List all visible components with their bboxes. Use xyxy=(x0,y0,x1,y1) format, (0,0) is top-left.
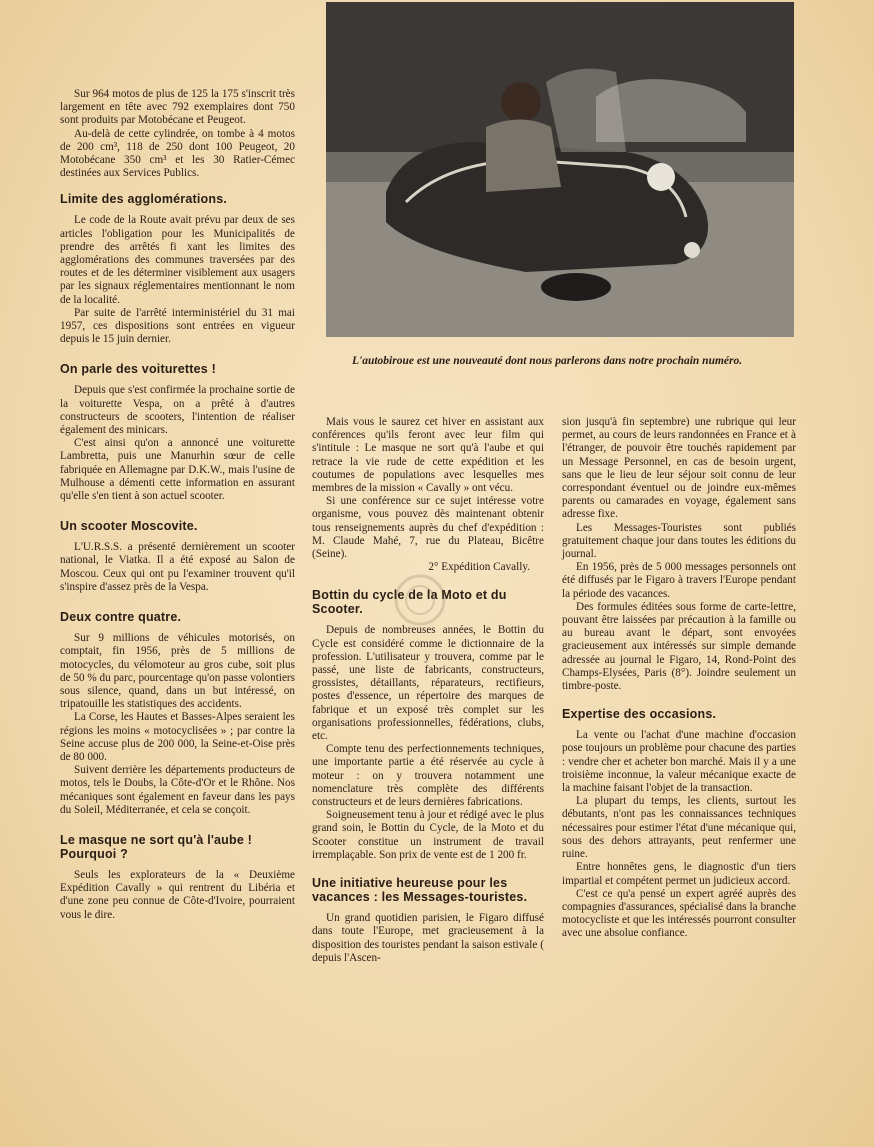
paragraph: Mais vous le saurez cet hiver en assistant aux conférences qu'ils feront avec leur film qui s'intitule : Le masque ne sort qu'à l'aube et qui retrace la vie rude de cette expédition et les coutumes de populations avec lesquelles mes membres de la mission « Cavally » ont vécu. xyxy=(312,416,544,495)
paragraph: Soigneusement tenu à jour et rédigé avec le plus grand soin, le Bottin du Cycle, de la Moto et du Scooter constitue un instrument de travail irremplaçable. Son prix de vente est de 1 200 fr. xyxy=(312,809,544,861)
paragraph: Des formules éditées sous forme de carte-lettre, pouvant être laissées par précaution à la famille ou au bureau avant le départ, sont envoyées gracieusement aux intéressés sur simple demande adressée au journal le Figaro, 14, Rond-Point des Champs-Elysées, Paris (8°). Joindre seulement un timbre-poste. xyxy=(562,600,796,693)
heading-expertise: Expertise des occasions. xyxy=(562,707,717,722)
paragraph: Un grand quotidien parisien, le Figaro diffusé dans toute l'Europe, met gracieusement à la disposition des touristes pendant la saison estivale ( depuis l'Ascen- xyxy=(312,912,544,964)
paragraph: La plupart du temps, les clients, surtout les débutants, n'ont pas les connaissances techniques nécessaires pour estimer l'état d'une mécanique qui, sous des dehors attrayants, peut renfermer une ruine. xyxy=(562,795,796,861)
paragraph: L'U.R.S.S. a présenté dernièrement un scooter national, le Viatka. Il a été exposé au Salon de Moscou. Ceux qui ont pu l'examiner trouvent qu'il s'inspire d'assez près de la Vespa. xyxy=(60,541,295,593)
paragraph: Compte tenu des perfectionnements techniques, une importante partie a été réservée au cycle à moteur : on y trouvera notamment une nomenclature très complète des différents constructeurs et de leurs dernières fabrications. xyxy=(312,743,544,809)
photo-caption: L'autobiroue est une nouveauté dont nous parlerons dans notre prochain numéro. xyxy=(352,355,743,367)
column-1 xyxy=(60,88,295,922)
column-3 xyxy=(562,416,796,941)
heading-initiative: Une initiative heureuse pour les vacances : les Messages-touristes. xyxy=(312,876,528,905)
paragraph: La Corse, les Hautes et Basses-Alpes seraient les régions les moins « motocyclisées » ; par contre la Seine accuse plus de 200 000, la Seine-et-Oise près de 80 000. xyxy=(60,711,295,763)
paragraph: C'est ainsi qu'on a annoncé une voiturette Lambretta, puis une Manurhin sœur de celle fabriquée en Allemagne par D.K.W., mais l'usine de Mulhouse a démenti cette information en assurant qu'elle s'en tient à son actuel scooter. xyxy=(60,437,295,503)
heading-voiturettes: On parle des voiturettes ! xyxy=(60,362,216,377)
signature: 2° Expédition Cavally. xyxy=(428,561,530,574)
heading-limite: Limite des agglomérations. xyxy=(60,192,228,207)
scooter-photo xyxy=(326,2,794,337)
paragraph: Depuis de nombreuses années, le Bottin du Cycle est considéré comme le dictionnaire de la profession. L'utilisateur y trouvera, comme par le passé, une liste de fabricants, constructeurs, grossistes, détaillants, réparateurs, rectifieurs, postes d'essence, un répertoire des marques de fabrique et un exposé très complet sur les organisations professionnelles, fédérations, clubs, etc. xyxy=(312,624,544,743)
paragraph: C'est ce qu'a pensé un expert agréé auprès des compagnies d'assurances, spécialisé dans la branche motocycliste et que les intéressés pourront consulter avec une absolue confiance. xyxy=(562,887,796,940)
paragraph: Sur 9 millions de véhicules motorisés, on comptait, fin 1956, près de 5 millions de motocycles, du vélomoteur au gros cube, soit plus de 50 % du parc, pourcentage qu'on passe volontiers sous silence, quand, dans un but intéressé, on tripatouille les statistiques des accidents. xyxy=(60,632,295,711)
paragraph: Par suite de l'arrêté interministériel du 31 mai 1957, ces dispositions sont entrées en vigueur depuis le 15 juin dernier. xyxy=(60,306,295,346)
paragraph: Depuis que s'est confirmée la prochaine sortie de la voiturette Vespa, on a prêté à d'autres constructeurs de scooters, l'intention de réaliser également des minicars. xyxy=(60,384,295,437)
paragraph: Seuls les explorateurs de la « Deuxième Expédition Cavally » qui rentrent du Libéria et d'une zone peu connue de Côte-d'Ivoire, pourraient vous le dire. xyxy=(60,868,295,921)
photo-illustration xyxy=(326,2,794,337)
paragraph: Sur 964 motos de plus de 125 la 175 s'inscrit très largement en tête avec 792 exemplaires dont 750 sont produits par Motobécane et Peugeot. xyxy=(60,88,295,127)
heading-masque: Le masque ne sort qu'à l'aube ! Pourquoi ? xyxy=(60,832,253,861)
paragraph: Entre honnêtes gens, le diagnostic d'un tiers impartial et compétent permet un judicieux accord. xyxy=(562,861,796,887)
heading-deux-contre-quatre: Deux contre quatre. xyxy=(60,610,182,625)
library-stamp-watermark xyxy=(380,570,460,630)
heading-bottin: Bottin du cycle de la Moto et du Scooter. xyxy=(312,588,507,617)
paragraph: Si une conférence sur ce sujet intéresse votre organisme, vous pouvez dès maintenant obtenir tous renseignements auprès du chef d'expédition : M. Claude Mahé, 7, rue du Plateau, Bicêtre (Seine). xyxy=(312,495,544,561)
paragraph: sion jusqu'à fin septembre) une rubrique qui leur permet, au cours de leurs randonnées en France et à l'étranger, de pouvoir être touchés rapidement par un Message Personnel, en cas de besoin urgent, sans que le lieu de leur séjour soit connu de leur correspondant éventuel ou de joindre eux-mêmes parents ou camarades en voyage, également sans adresse fixe. xyxy=(562,416,796,521)
paragraph: Le code de la Route avait prévu par deux de ses articles l'obligation pour les Municipalités de prendre des arrêtés fi xant les limites des agglomérations des communes traversées par des routes et de les déterminer visiblement aux usagers par les signaux réglementaires mentionnant le nom de la localité. xyxy=(60,214,295,306)
paragraph: Au-delà de cette cylindrée, on tombe à 4 motos de 200 cm³, 118 de 250 dont 100 Peugeot, 20 Motobécane 350 cm³ et les 30 Ratier-Cémec destinées aux Services Publics. xyxy=(60,127,295,180)
column-2 xyxy=(312,416,544,965)
heading-moscovite: Un scooter Moscovite. xyxy=(60,519,198,534)
paragraph: La vente ou l'achat d'une machine d'occasion pose toujours un problème pour chacune des parties : vendre cher et acheter bon marché. Mais il y a une troisième inconnue, la valeur mécanique exacte de la machine faisant l'objet de la transaction. xyxy=(562,729,796,795)
paragraph: Les Messages-Touristes sont publiés gratuitement chaque jour dans toutes les éditions du journal. xyxy=(562,521,796,561)
paragraph: En 1956, près de 5 000 messages personnels ont été diffusés par le Figaro à travers l'Europe pendant la période des vacances. xyxy=(562,561,796,600)
paragraph: Suivent derrière les départements producteurs de motos, tels le Doubs, la Côte-d'Or et le Rhône. Nos mécaniques sont également en faveur dans les pays du Soleil, Méditerranée, et cela se conçoit. xyxy=(60,764,295,816)
